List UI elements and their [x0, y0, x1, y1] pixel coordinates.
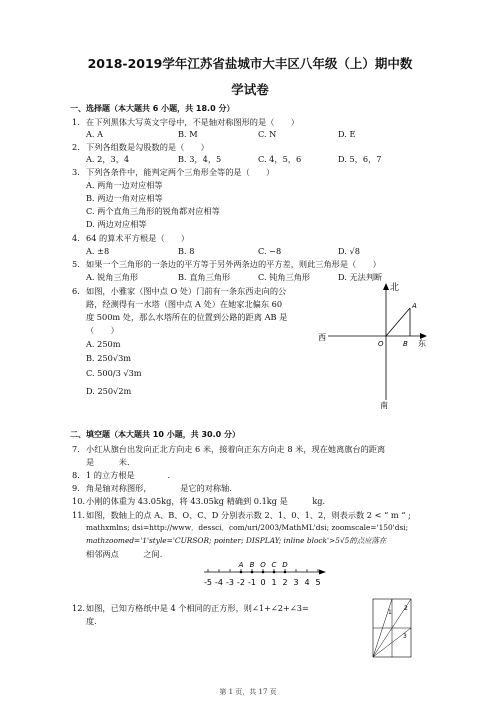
question-8: 8. 1 的立方根是 .	[72, 470, 171, 480]
option: C. N	[258, 129, 277, 139]
point-A: A	[412, 302, 417, 310]
page-footer: 第 1 页，共 17 页	[219, 688, 277, 696]
point-dot	[240, 571, 243, 574]
tick-label: -4	[215, 578, 223, 587]
option: B. 两边一角对应相等	[86, 193, 163, 203]
section-heading: 二、填空题（本大题共 10 小题，共 30.0 分）	[70, 430, 241, 439]
segment-OA	[386, 308, 410, 336]
option: D. 250√2m	[86, 386, 132, 396]
question-5: 5. 如果一个三角形的一条边的平方等于另外两条边的平方差，则此三角形是（ ）	[72, 259, 381, 269]
tick-label: 2	[282, 578, 288, 587]
tick-label: -1	[248, 578, 256, 587]
angle-2-label: 2	[404, 605, 408, 612]
tick-label: -3	[226, 578, 234, 587]
point-dot	[251, 571, 254, 574]
tick-label: 0	[260, 578, 266, 587]
question-4: 4. 64 的算术平方根是（ ）	[72, 233, 190, 243]
option: B. 250√3m	[86, 353, 132, 363]
question-6: 6. 如图，小雅家（图中点 O 处）门前有一条东西走向的公	[72, 286, 287, 296]
point-O: O	[378, 340, 384, 348]
tick-label: -5	[204, 578, 212, 587]
tick-label: 1	[271, 578, 277, 587]
option: A. 两角一边对应相等	[86, 180, 163, 190]
angle-3-label: 3	[403, 633, 407, 640]
option: B. M	[178, 129, 198, 139]
option: A. 锐角三角形	[86, 272, 139, 282]
tick-label: 4	[304, 578, 310, 587]
page-title: 2018-2019学年江苏省盐城市大丰区八年级（上）期中数	[87, 56, 413, 71]
point-label: C	[271, 561, 277, 569]
north-arrow-icon	[383, 283, 389, 290]
question-11-line: mathxmlns; dsi=http://www．dessci．com/uri/2003/MathML'dsi; zoomscale='150'dsi;	[86, 523, 409, 532]
section-heading: 一、选择题（本大题共 6 小题，共 18.0 分）	[70, 104, 235, 113]
option: C. 4，5，6	[258, 154, 302, 164]
question-3: 3. 下列各条件中，能判定两个三角形全等的是（ ）	[72, 167, 275, 177]
question-6-line: 度 500m 处，那么水塔所在的位置到公路的距离 AB 是	[86, 312, 288, 322]
tick-label: 3	[293, 578, 299, 587]
question-9: 9. 角是轴对称图形， 是它的对称轴.	[72, 483, 232, 493]
question-12: 12.如图，已知方格纸中是 4 个相同的正方形，则∠1+∠2+∠3=	[72, 603, 309, 613]
point-label: A	[238, 561, 244, 569]
west-label: 西	[318, 333, 326, 342]
south-label: 南	[380, 401, 388, 410]
east-label: 东	[418, 339, 426, 348]
option: A. A	[86, 129, 104, 139]
grid-figure	[372, 598, 414, 660]
question-6-line: （ ）	[86, 325, 119, 335]
option: A. 250m	[86, 339, 121, 349]
question-6-line: 路，经测得有一水塔（图中点 A 处）在她家北偏东 60	[86, 299, 283, 309]
compass-figure	[318, 280, 438, 410]
option: C. 两个直角三角形的锐角都对应相等	[86, 206, 220, 216]
axis-arrow-icon	[319, 570, 326, 575]
option: D. 两边对应相等	[86, 219, 147, 229]
option: A. ±8	[86, 246, 110, 256]
tick-label: 5	[315, 578, 321, 587]
point-dot	[262, 571, 265, 574]
question-11: 11.如图，数轴上的点 A、B、O、C、D 分别表示数 2、1、0、1、2，则表示数 2 < “ m “ ;	[72, 510, 411, 520]
option: B. 直角三角形	[178, 272, 231, 282]
question-2: 2. 下列各组数是勾股数的是（ ）	[72, 142, 209, 152]
question-10: 10.小刚的体重为 43.05kg，将 43.05kg 精确到 0.1kg 是 kg.	[72, 496, 326, 506]
point-dot	[284, 571, 287, 574]
question-1: 1. 在下列黑体大写英文字母中，不是轴对称图形的是（ ）	[72, 117, 299, 127]
number-line-figure	[200, 560, 330, 596]
option: B. 8	[178, 246, 195, 256]
point-B: B	[403, 340, 408, 348]
page-title-cont: 学试卷	[231, 82, 269, 97]
option: D. E	[338, 129, 356, 139]
option: B. 3，4，5	[178, 154, 222, 164]
option: C. 500/3 √3m	[86, 368, 142, 378]
point-label: O	[260, 561, 266, 569]
option: A. 2，3，4	[86, 154, 130, 164]
north-label: 北	[390, 283, 400, 293]
option: D. √8	[338, 246, 360, 256]
question-11-line: 相邻两点 之间.	[86, 549, 163, 559]
point-label: D	[282, 561, 288, 569]
option: D. 5，6，7	[338, 154, 382, 164]
point-dot	[273, 571, 276, 574]
question-12-line: 度.	[86, 616, 97, 626]
question-7: 7. 小红从旗台出发向正北方向走 6 米，接着向正东方向走 8 米，现在她离旗台的距离	[72, 444, 386, 454]
option: C. −8	[258, 246, 282, 256]
option: C. 钝角三角形	[258, 272, 311, 282]
tick-label: -2	[237, 578, 245, 587]
point-label: B	[249, 561, 255, 569]
question-7-line: 是 米.	[86, 457, 130, 467]
angle-1-label: 1	[388, 609, 392, 616]
question-11-line: mathzoomed='1'style='CURSOR; pointer; DISPLAY; inline block'>5√5的点应落在	[86, 536, 387, 545]
point-labels	[238, 561, 289, 573]
option: D. 无法判断	[338, 272, 383, 282]
